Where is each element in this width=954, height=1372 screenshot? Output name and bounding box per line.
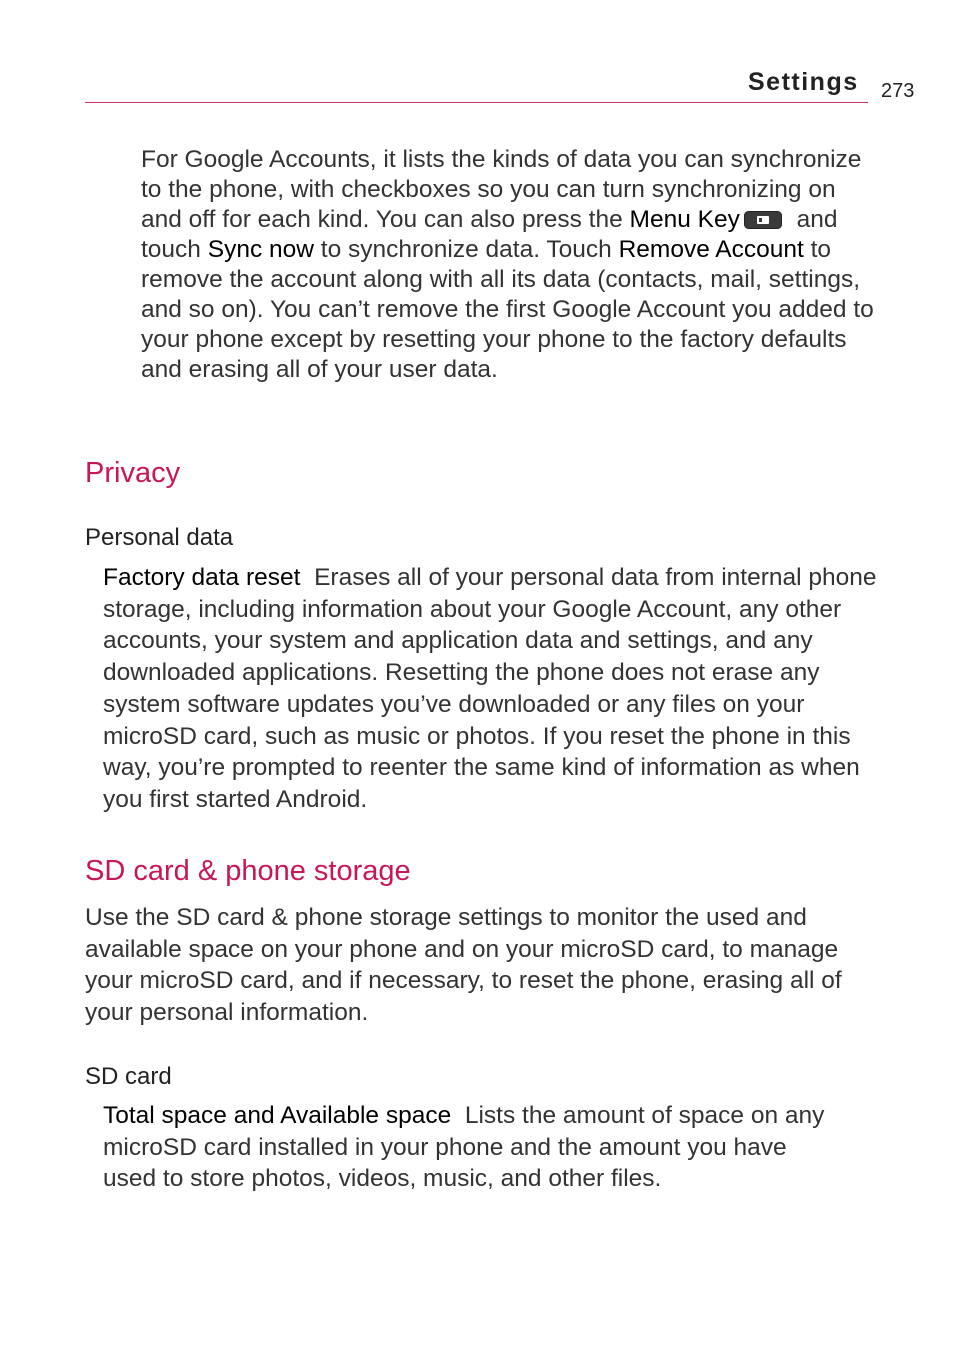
total-space-text: Lists the amount of space on any microSD card installed in your phone and the amount you have used to store photos, videos, music, and other files. [103,1102,832,1193]
google-accounts-paragraph [141,145,876,385]
sd-card-storage-heading: SD card & phone storage [85,855,411,887]
menu-key-term: Menu Key [629,206,740,233]
factory-data-reset-text: Erases all of your personal data from internal phone storage, including information about your Google Account, any other accounts, your system and application data and settings, and any downloaded applications. Resetting the phone does not erase any system software updates you’ve downloaded or any files on your microSD card, such as music or photos. If you reset the phone in this way, you’re prompted to reenter the same kind of information as when you first started Android. [103,564,884,813]
intro-text-1: For Google Accounts, it lists the kinds of data you can synchronize to the phone, with checkboxes so you can turn synchronizing on and off for each kind. You can also press the [141,146,862,233]
remove-account-term: Remove Account [618,236,804,263]
page-number: 273 [881,80,915,102]
total-space-term: Total space and Available space [103,1102,452,1129]
intro-text-3: to synchronize data. Touch [313,236,619,263]
personal-data-subheading: Personal data [85,524,234,551]
intro-text-4: to remove the account along with all its data (contacts, mail, settings, and so on). You can’t remove the first Google Account you added to your phone except by resetting your phone to the factory defaults and erasing all of your user data. [141,236,874,383]
header-divider [85,102,868,103]
total-space-paragraph [103,1100,843,1195]
sd-card-subheading: SD card [85,1063,172,1090]
sync-now-term: Sync now [207,236,314,263]
factory-data-reset-paragraph [103,562,884,816]
privacy-heading: Privacy [85,457,181,489]
running-header-title: Settings [748,68,859,96]
menu-key-icon [744,207,782,225]
factory-data-reset-term: Factory data reset [103,564,301,591]
intro-text-2: and touch [141,206,838,263]
storage-intro-paragraph: Use the SD card & phone storage settings to monitor the used and available space on your phone and on your microSD card, to manage your microSD card, and if necessary, to reset the phone, erasing all of your personal information. [85,904,842,1027]
